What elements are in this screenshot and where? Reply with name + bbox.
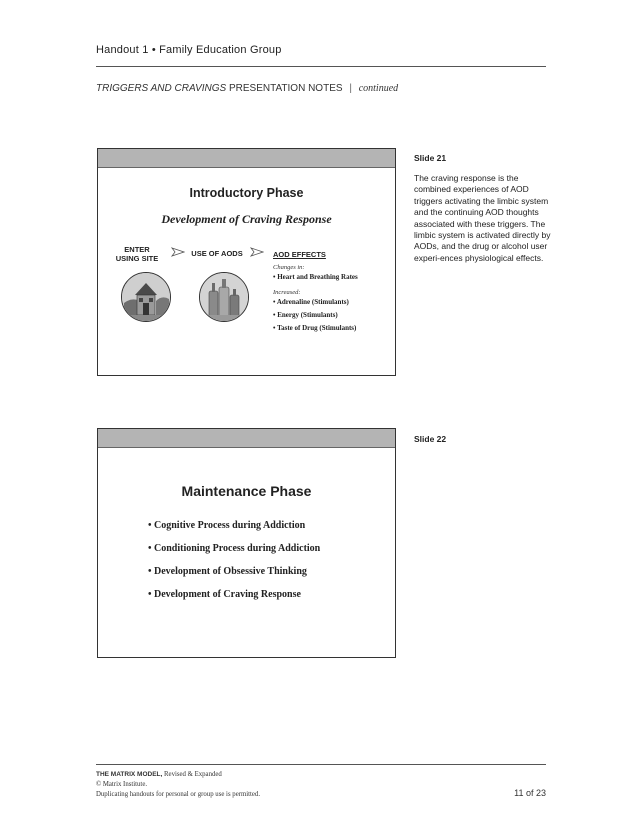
slide-22-title: Maintenance Phase [181, 483, 312, 499]
book-title: THE MATRIX MODEL, [96, 771, 163, 778]
slide-22-bullet-list [148, 520, 320, 612]
bullet-item: • Development of Obsessive Thinking [148, 566, 307, 577]
slide-22 [97, 428, 396, 658]
effect-item: • Heart and Breathing Rates [273, 273, 358, 281]
section-separator: | [349, 83, 352, 94]
footer-copyright: © Matrix Institute. [96, 781, 148, 788]
footer-rule [96, 764, 546, 765]
slide-21-label: Slide 21 [414, 153, 447, 163]
effect-item: • Adrenaline (Stimulants) [273, 298, 349, 306]
arrow-right-icon [250, 247, 264, 257]
section-type: PRESENTATION NOTES [229, 83, 343, 94]
footer-book-title [96, 771, 222, 778]
section-header [96, 83, 398, 94]
page-number: 11 of 23 [514, 788, 546, 798]
arrow-right-icon [171, 247, 185, 257]
slide-21-notes: The craving response is the combined experiences of AOD triggers activating the limbic system and the continuing AOD thoughts associated with these triggers. The limbic system is activated directly by AODs, and the drug or alcohol user experi-ences physiological effects. [414, 173, 551, 263]
section-topic: TRIGGERS AND CRAVINGS [96, 83, 227, 94]
slide-title-bar [98, 149, 395, 168]
aod-effects-heading: AOD EFFECTS [273, 250, 326, 259]
slide-21-title: Introductory Phase [189, 186, 304, 200]
effect-item: • Energy (Stimulants) [273, 311, 338, 319]
slide-21-subtitle: Development of Craving Response [161, 212, 332, 226]
bottles-image [199, 272, 249, 322]
slide-22-label: Slide 22 [414, 434, 447, 444]
footer-permission: Duplicating handouts for personal or group use is permitted. [96, 791, 261, 798]
house-image [121, 272, 171, 322]
handout-title: Handout 1 • Family Education Group [96, 44, 282, 56]
effect-item: • Taste of Drug (Stimulants) [273, 324, 357, 332]
step-use-of-aods: USE OF AODS [191, 249, 243, 258]
slide-21 [97, 148, 396, 376]
header-rule [96, 66, 546, 67]
bullet-item: • Conditioning Process during Addiction [148, 543, 321, 554]
continued-label: continued [358, 83, 399, 94]
step-enter-using-site: ENTER USING SITE [115, 245, 159, 263]
bullet-item: • Cognitive Process during Addiction [148, 520, 306, 531]
changes-label: Changes in: [273, 264, 305, 271]
slide-title-bar [98, 429, 395, 448]
bullet-item: • Development of Craving Response [148, 589, 301, 600]
increased-label: Increased: [273, 289, 301, 296]
book-edition: Revised & Expanded [162, 771, 222, 778]
